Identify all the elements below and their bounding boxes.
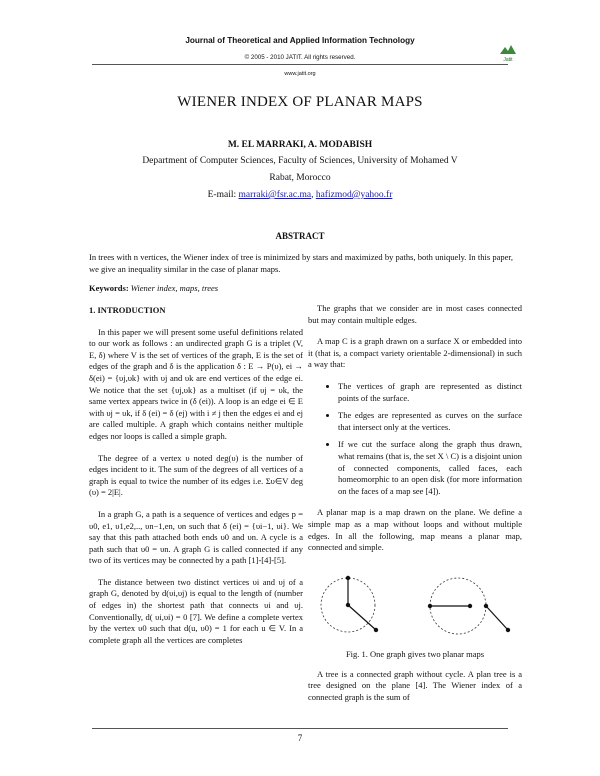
paper-authors: M. EL MARRAKI, A. MODABISH bbox=[227, 140, 373, 150]
paragraph: In this paper we will present some useful definitions related to our work as follows : an undirected graph G is a triplet (V, E, δ) where V is the set of vertices of the graph, E is the set of edges of the graph and δ is the application δ : E → P(υ), ei → δ(ei) = {υj,υk} with υj and υk are end vertices of the edge ei. We notice that the set {υj,υk} as a multiset (if υj = υk, the same vertex appears twice in (δ (ei)). A loop is an edge ei ∈ E with υj = υk, if δ (ei) = δ (ej) with i ≠ j then the edges ei and ej are called multiple. A graph which contains neither multiple edges nor loops is called a simple graph. bbox=[89, 326, 303, 441]
figure-planar-maps bbox=[308, 568, 522, 642]
keywords-line bbox=[89, 283, 513, 293]
paragraph: The distance between two distinct vertices υi and υj of a graph G, denoted by d(υi,υj) is equal to the length of (number of edges in) the shortest path that connects υi and υj. Conventionally, d( υi,υi) = 0 [7]. We define a complete vertex by the vertex υ0 such that d(u, υ0) = 1 for each u ∈ V. In a complete graph all the vertices are completes bbox=[89, 576, 303, 645]
paragraph: A planar map is a map drawn on the plane. We define a simple map as a map without loops and without multiple edges. In all the following, map means a planar map, connected and simple. bbox=[308, 507, 522, 553]
figure-caption: Fig. 1. One graph gives two planar maps bbox=[345, 649, 485, 660]
map-vertex bbox=[484, 603, 488, 607]
map-vertex bbox=[346, 575, 350, 579]
map-vertex bbox=[374, 627, 378, 631]
map-edge bbox=[486, 606, 508, 630]
map-vertex bbox=[468, 603, 472, 607]
header-rule bbox=[92, 64, 508, 65]
left-column bbox=[89, 303, 303, 656]
logo-text: Jatit bbox=[503, 57, 513, 63]
copyright-line: © 2005 - 2010 JATIT. All rights reserved. bbox=[244, 54, 356, 61]
paragraph: The graphs that we consider are in most cases connected but may contain multiple edges. bbox=[308, 303, 522, 325]
map-vertex bbox=[428, 603, 432, 607]
paragraph: In a graph G, a path is a sequence of vertices and edges p = υ0, e1, υ1,e2,.., υn−1,en, υn such that δ (ei) = {υi−1, υi}. We say that this path attached both ends υ0 and υn. A cycle is a path such that υ0 = υn. A graph G is called connected if any two of its vertices may be connected by a path [1]-[4]-[5]. bbox=[89, 508, 303, 566]
paragraph: A map C is a graph drawn on a surface X or embedded into it (that is, a compact variety orientable 2-dimensional) in such a way that: bbox=[308, 336, 522, 370]
affiliation-email bbox=[0, 190, 600, 200]
email-label: E-mail: bbox=[207, 190, 239, 200]
list-item: • The edges are represented as curves on the surface that intersect only at the vertices. bbox=[338, 410, 522, 433]
section-heading-introduction: 1. INTRODUCTION bbox=[89, 305, 166, 315]
paper-title: WIENER INDEX OF PLANAR MAPS bbox=[177, 94, 423, 110]
journal-url: www.jatit.org bbox=[284, 71, 316, 77]
affiliation-city: Rabat, Morocco bbox=[269, 173, 331, 183]
right-column bbox=[308, 303, 522, 714]
list-item: • The vertices of graph are represented as distinct points of the surface. bbox=[338, 381, 522, 404]
map-vertex bbox=[506, 627, 510, 631]
paragraph: A tree is a connected graph without cycle. A plan tree is a tree designed on the plane [4]. The Wiener index of a connected graph is the sum of bbox=[308, 668, 522, 703]
keywords-label: Keywords: bbox=[89, 283, 129, 293]
email-link-hafizmod[interactable]: hafizmod@yahoo.fr bbox=[315, 190, 393, 200]
journal-name: Journal of Theoretical and Applied Information Technology bbox=[185, 36, 415, 45]
map-properties-list bbox=[308, 381, 522, 497]
list-item: • If we cut the surface along the graph thus drawn, what remains (that is, the set X \ C) is a disjoint union of connected components, called faces, each homeomorphic to an open disk (for more information on the faces of a map see [4]). bbox=[338, 439, 522, 497]
abstract-heading: ABSTRACT bbox=[275, 231, 325, 241]
abstract-text: In trees with n vertices, the Wiener index of tree is minimized by stars and maximized by paths, both uniquely. In this paper, we give an inequality similar in the case of planar maps. bbox=[89, 252, 513, 274]
journal-logo-icon bbox=[498, 43, 518, 63]
paragraph: The degree of a vertex υ noted deg(υ) is the number of edges incident to it. The sum of the degrees of all vertices of a graph is equal to twice the number of its edges i.e. Συ∈V deg (υ) = 2|E|. bbox=[89, 452, 303, 498]
keywords-list: Wiener index, maps, trees bbox=[130, 283, 219, 293]
email-link-marraki[interactable]: marraki@fsr.ac.ma bbox=[238, 190, 312, 200]
map-vertex bbox=[346, 602, 350, 606]
page-number: 7 bbox=[297, 733, 303, 743]
email-separator: , bbox=[311, 190, 316, 200]
affiliation-department: Department of Computer Sciences, Faculty of Sciences, University of Mohamed V bbox=[142, 156, 458, 166]
footer-rule bbox=[92, 728, 508, 729]
